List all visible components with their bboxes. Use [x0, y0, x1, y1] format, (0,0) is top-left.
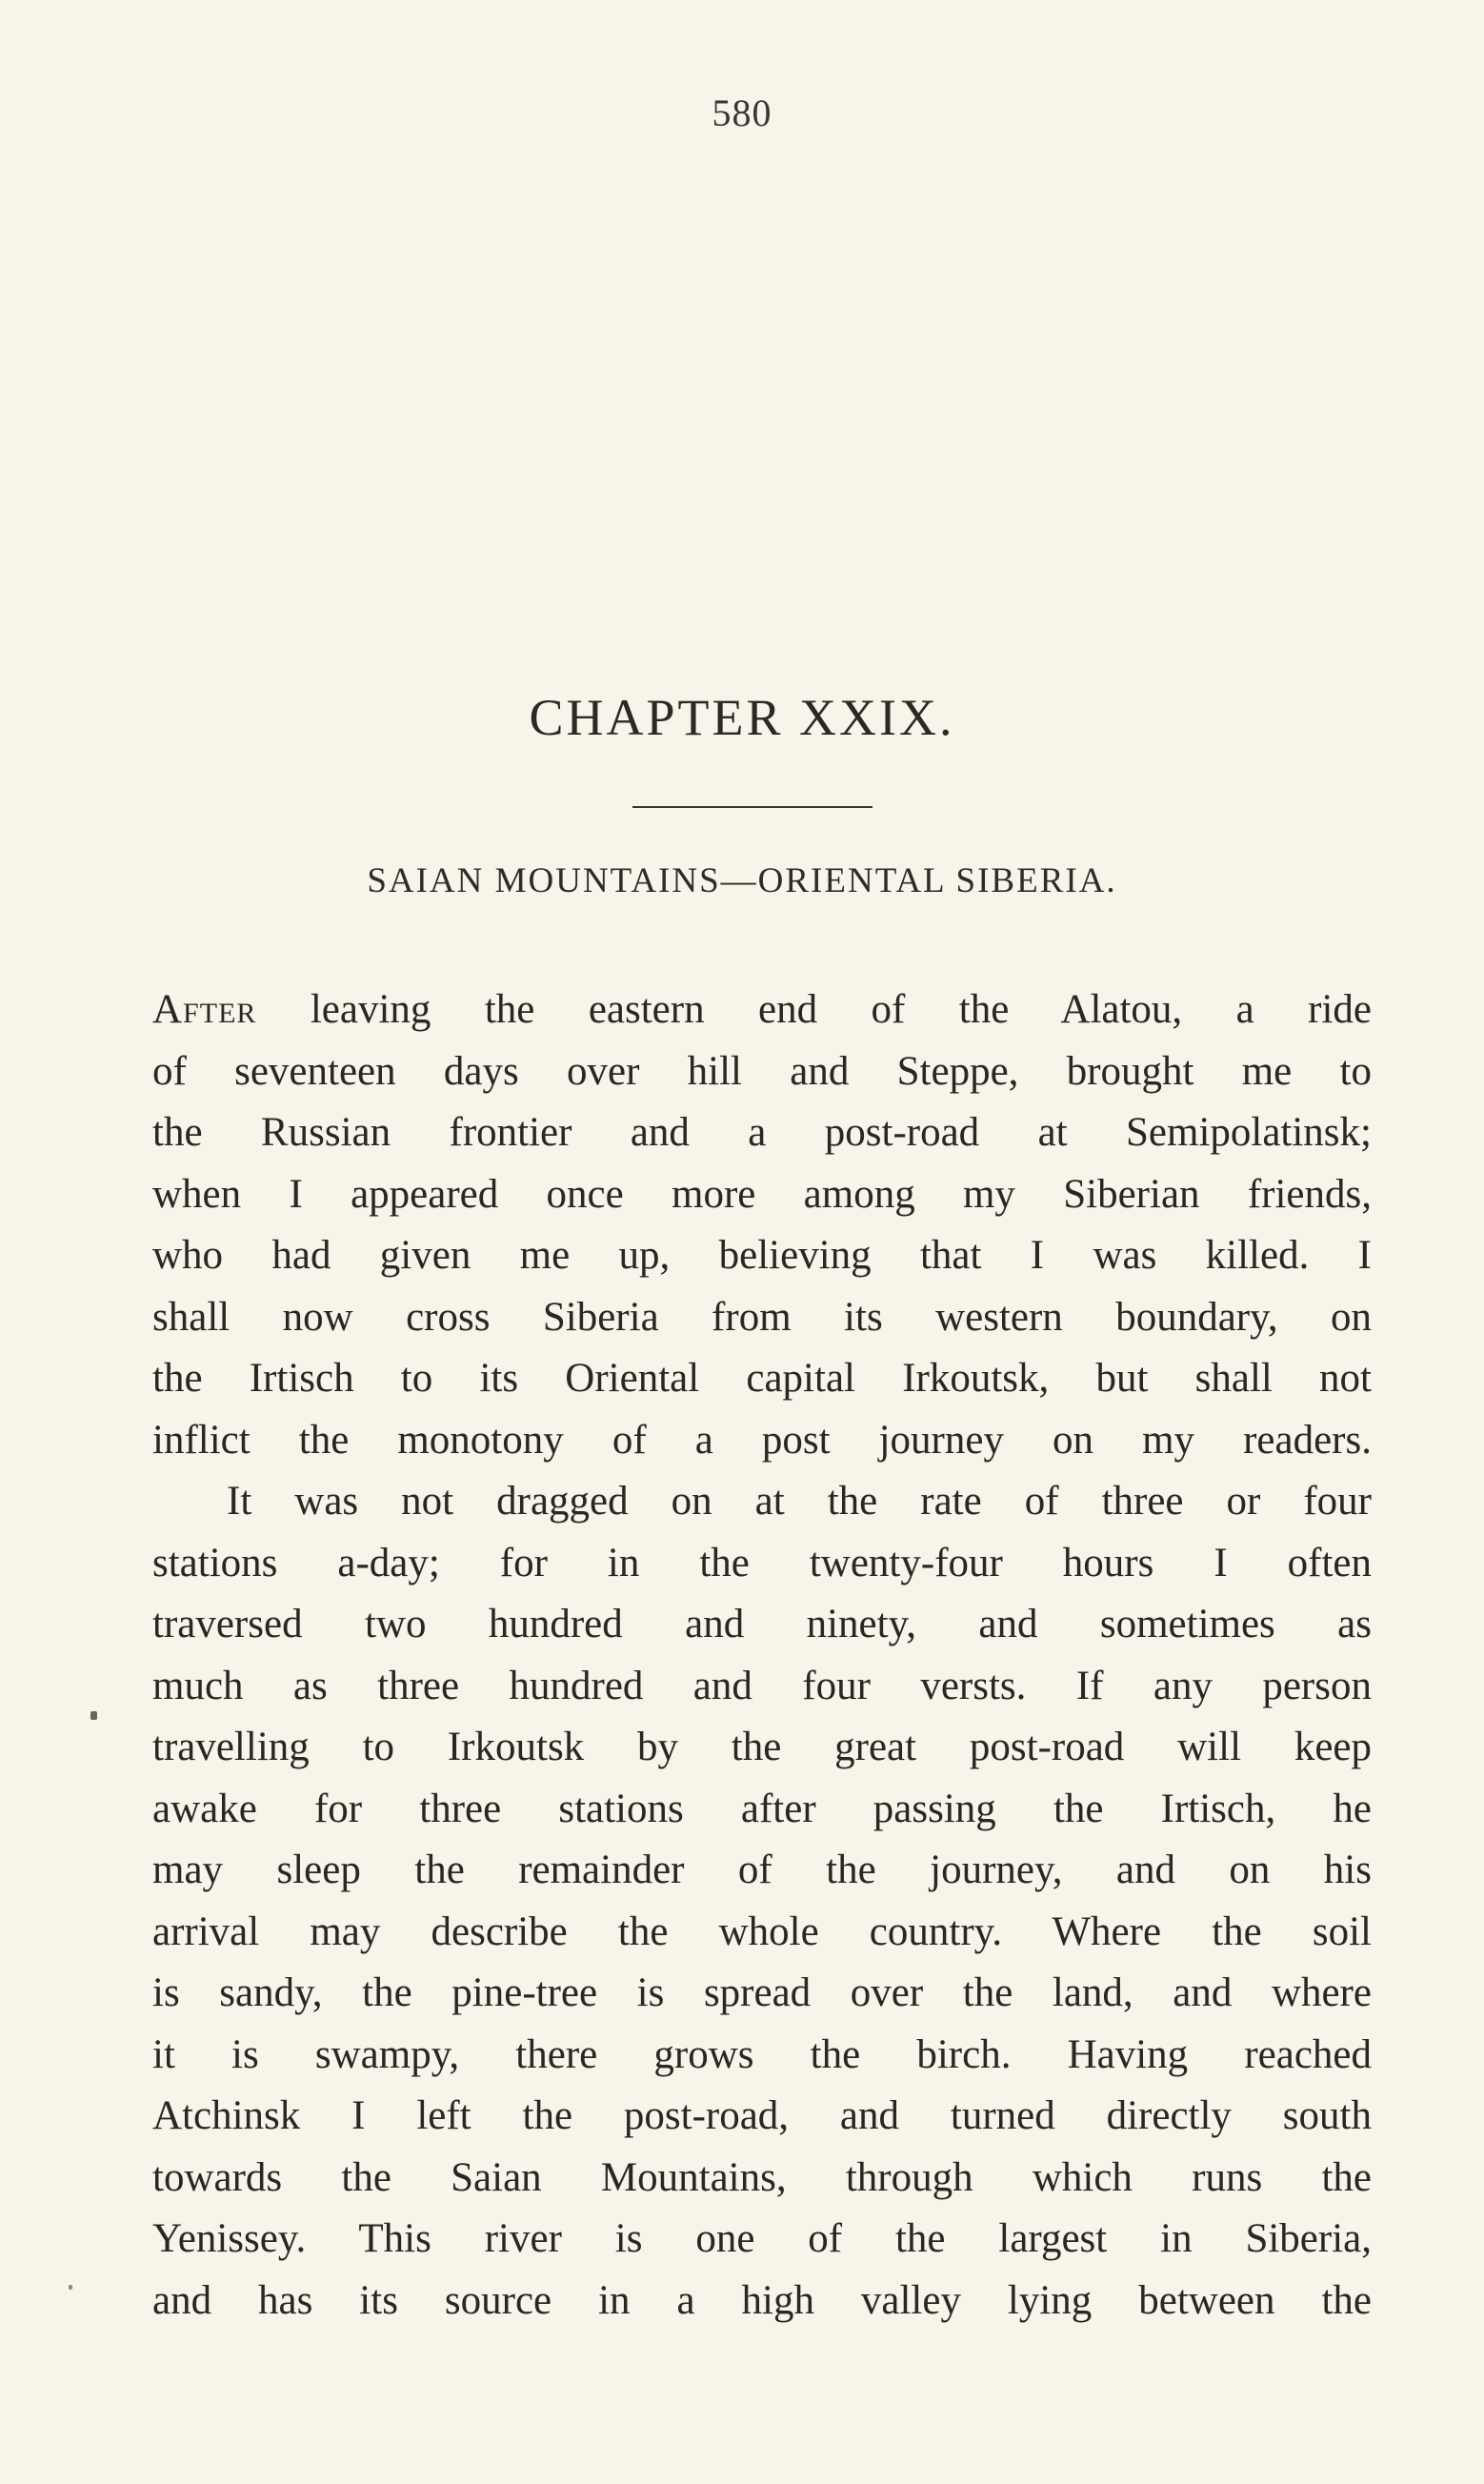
text-line — [152, 2271, 1372, 2333]
text-line — [152, 1656, 1372, 1718]
chapter-subtitle: SAIAN MOUNTAINS—ORIENTAL SIBERIA. — [367, 861, 1117, 900]
text-line-content: Atchinsk I left the post-road, and turned directly south — [152, 2093, 1372, 2138]
text-line — [152, 1840, 1372, 1902]
body-text — [152, 979, 1372, 2332]
text-line — [152, 1041, 1372, 1103]
text-line-content: much as three hundred and four versts. If any person — [152, 1663, 1372, 1708]
page-number: 580 — [712, 91, 772, 134]
text-line — [152, 1410, 1372, 1472]
text-line-content: travelling to Irkoutsk by the great post-road will keep — [152, 1725, 1372, 1769]
opening-word: After — [152, 987, 257, 1032]
text-line-content: is sandy, the pine-tree is spread over the land, and where — [152, 1970, 1372, 2015]
text-line-content: traversed two hundred and ninety, and sometimes as — [152, 1602, 1372, 1646]
text-line-content: It was not dragged on at the rate of three or four — [227, 1479, 1372, 1524]
margin-mark — [90, 1711, 97, 1720]
text-line-content: it is swampy, there grows the birch. Having reached — [152, 2031, 1372, 2077]
text-line — [152, 1287, 1372, 1349]
text-line-content: leaving the eastern end of the Alatou, a ride — [256, 987, 1372, 1032]
text-line — [152, 1471, 1372, 1533]
text-line — [152, 1102, 1372, 1164]
text-line-content: stations a-day; for in the twenty-four hours I often — [152, 1540, 1372, 1585]
text-line — [152, 1963, 1372, 2025]
text-line — [152, 2148, 1372, 2210]
text-line-content: when I appeared once more among my Siberian friends, — [152, 1171, 1372, 1217]
text-line — [152, 979, 1372, 1041]
margin-mark — [69, 2285, 72, 2290]
text-line — [152, 1225, 1372, 1287]
text-line — [152, 2025, 1372, 2087]
text-line — [152, 2209, 1372, 2271]
text-line — [152, 1348, 1372, 1410]
text-line-content: inflict the monotony of a post journey on my readers. — [152, 1417, 1372, 1463]
text-line — [152, 1902, 1372, 1964]
text-line-content: who had given me up, believing that I was killed. I — [152, 1233, 1372, 1278]
text-line-content: may sleep the remainder of the journey, and on his — [152, 1848, 1372, 1892]
text-line — [152, 1779, 1372, 1841]
text-line-content: shall now cross Siberia from its western boundary, on — [152, 1294, 1372, 1340]
text-line-content: the Russian frontier and a post-road at Semipolatinsk; — [152, 1110, 1372, 1155]
text-line-content: the Irtisch to its Oriental capital Irkoutsk, but shall not — [152, 1356, 1372, 1401]
text-line-content: Yenissey. This river is one of the largest in Siberia, — [152, 2216, 1372, 2261]
chapter-title: CHAPTER XXIX. — [529, 689, 955, 746]
text-line — [152, 2086, 1372, 2148]
text-line — [152, 1594, 1372, 1656]
text-line — [152, 1533, 1372, 1595]
text-line — [152, 1717, 1372, 1779]
title-rule — [632, 806, 872, 808]
text-line-content: towards the Saian Mountains, through which runs the — [152, 2154, 1372, 2200]
text-line-content: and has its source in a high valley lying between the — [152, 2277, 1372, 2323]
text-line-content: arrival may describe the whole country. Where the soil — [152, 1908, 1372, 1954]
text-line-content: awake for three stations after passing the Irtisch, he — [152, 1786, 1372, 1831]
text-line-content: of seventeen days over hill and Steppe, brought me to — [152, 1048, 1372, 1094]
text-line — [152, 1164, 1372, 1226]
